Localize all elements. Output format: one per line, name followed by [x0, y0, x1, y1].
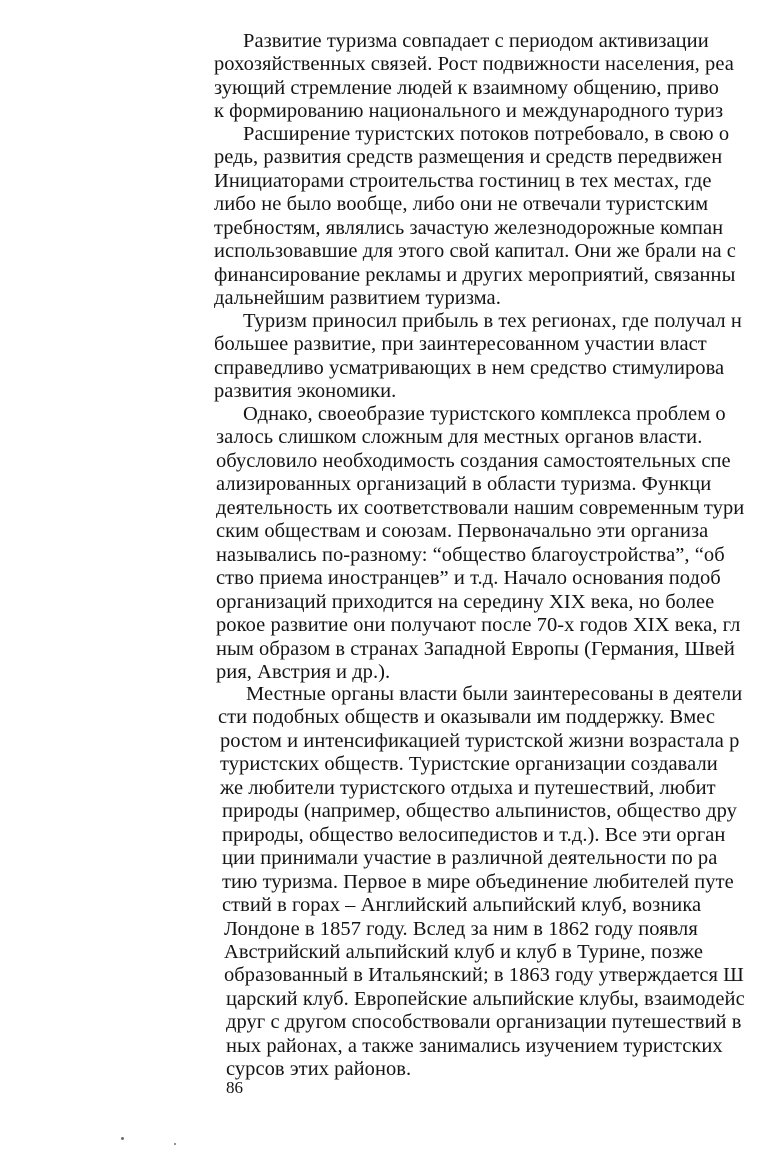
text-line: развития экономики.: [214, 380, 397, 403]
text-line: туристских обществ. Туристские организации создавали: [220, 753, 718, 776]
text-line: Развитие туризма совпадает с периодом активизации: [243, 30, 709, 52]
text-line: финансирование рекламы и других мероприятий, связанны: [214, 263, 736, 286]
text-line: обусловило необходимость создания самостоятельных спе: [216, 449, 731, 472]
text-line: ализированных организаций в области туризма. Функци: [216, 473, 712, 496]
text-line: Туризм приносил прибыль в тех регионах, где получал н: [243, 310, 742, 332]
text-line: деятельность их соответствовали нашим современным тури: [216, 496, 745, 519]
text-line: либо не было вообще, либо они не отвечали туристским: [214, 193, 709, 216]
text-line: рокое развитие они получают после 70-х годов XIX века, гл: [216, 614, 741, 637]
text-line: природы, общество велосипедистов и т.д.). Все эти орган: [222, 823, 726, 846]
text-line: назывались по-разному: “общество благоустройства”, “об: [216, 543, 725, 566]
text-line: ростом и интенсификацией туристской жизни возрастала р: [220, 729, 740, 752]
text-line: образованный в Итальянский; в 1863 году утверждается Ш: [224, 964, 744, 987]
text-line: использовавшие для этого свой капитал. Они же брали на с: [214, 240, 736, 263]
text-line: залось слишком сложным для местных органов власти.: [216, 426, 703, 449]
text-line: редь, развития средств размещения и средств передвижен: [214, 146, 723, 169]
text-line: справедливо усматривающих в нем средство стимулирова: [214, 356, 725, 379]
text-line: ским обществам и союзам. Первоначально эти организа: [216, 520, 709, 543]
text-line: организаций приходится на середину XIX века, но более: [216, 590, 715, 613]
text-line: природы (например, общество альпинистов, общество дру: [222, 800, 737, 823]
text-line: рия, Австрия и др.).: [216, 660, 391, 683]
text-line: сти подобных обществ и оказывали им поддержку. Вмес: [218, 706, 716, 729]
text-line: Инициаторами строительства гостиниц в тех местах, где: [214, 169, 712, 192]
text-line: большее развитие, при заинтересованном участии власт: [214, 333, 707, 356]
text-line: ство приема иностранцев” и т.д. Начало основания подоб: [216, 567, 721, 590]
text-line: к формированию национального и международного туриз: [214, 100, 724, 123]
scan-speck: [121, 1137, 124, 1140]
scan-speck: [174, 1143, 176, 1145]
text-line: же любители туристского отдыха и путешествий, любит: [220, 776, 716, 799]
text-line: Австрийский альпийский клуб и клуб в Турине, позже: [224, 940, 703, 963]
text-line: ных районах, а также занимались изучением туристских: [226, 1034, 723, 1057]
page-number: 86: [226, 1078, 243, 1097]
text-line: Лондоне в 1857 году. Вслед за ним в 1862 году появля: [224, 917, 698, 940]
text-line: дальнейшим развитием туризма.: [214, 287, 501, 310]
text-line: сурсов этих районов.: [226, 1058, 412, 1081]
text-line: зующий стремление людей к взаимному общению, приво: [214, 76, 719, 99]
text-line: требностям, являлись зачастую железнодорожные компан: [214, 216, 724, 239]
text-line: ции принимали участие в различной деятельности по ра: [222, 847, 718, 870]
text-line: ствий в горах ‒ Английский альпийский клуб, возника: [222, 894, 702, 917]
text-line: Местные органы власти были заинтересованы в деятели: [246, 683, 743, 705]
text-line: друг с другом способствовали организации путешествий в: [226, 1011, 742, 1034]
text-line: тию туризма. Первое в мире объединение любителей путе: [222, 870, 734, 893]
text-line: царский клуб. Европейские альпийские клубы, взаимодейс: [226, 987, 745, 1010]
text-line: Расширение туристских потоков потребовало, в свою о: [243, 123, 730, 145]
text-line: рохозяйственных связей. Рост подвижности населения, реа: [214, 53, 734, 76]
text-line: ным образом в странах Западной Европы (Германия, Швей: [216, 637, 735, 660]
text-line: Однако, своеобразие туристского комплекса проблем о: [243, 403, 726, 425]
